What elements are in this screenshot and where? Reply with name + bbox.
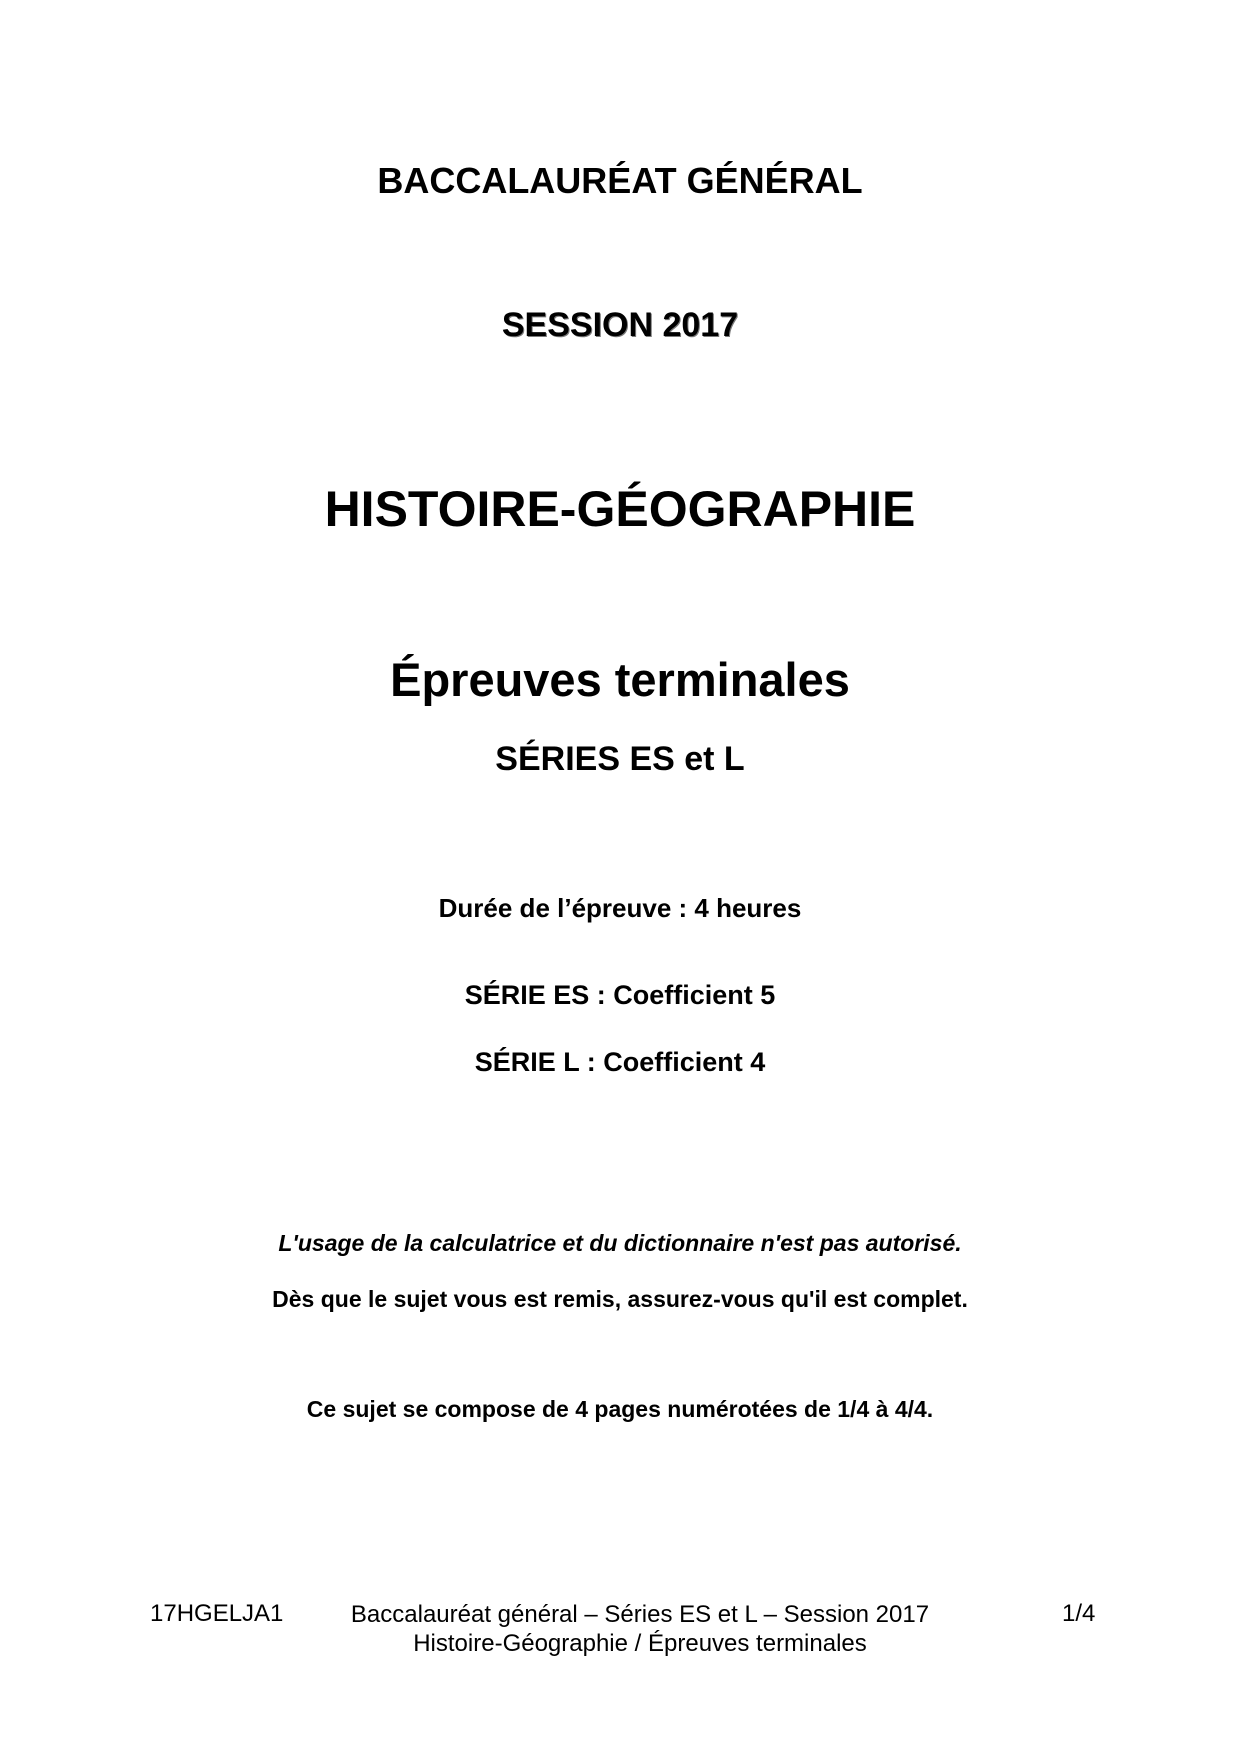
session-title: SESSION 2017 [501, 306, 739, 344]
exam-type-title: BACCALAURÉAT GÉNÉRAL [377, 160, 863, 201]
subject-title: HISTOIRE-GÉOGRAPHIE [324, 481, 916, 537]
calculator-notice: L'usage de la calculatrice et du dictionnaire n'est pas autorisé. [278, 1230, 962, 1256]
series-title: SÉRIES ES et L [495, 740, 745, 778]
footer-exam-code: 17HGELJA1 [150, 1600, 284, 1627]
coefficient-l-text: SÉRIE L : Coefficient 4 [474, 1047, 766, 1077]
pages-notice: Ce sujet se compose de 4 pages numérotées de 1/4 à 4/4. [306, 1396, 934, 1422]
footer-line-2: Histoire-Géographie / Épreuves terminales [413, 1630, 867, 1657]
footer-center [300, 1600, 980, 1658]
footer-line-1: Baccalauréat général – Séries ES et L – Session 2017 [350, 1601, 930, 1628]
test-name-title: Épreuves terminales [390, 653, 850, 706]
footer-page-number: 1/4 [1062, 1600, 1096, 1627]
completeness-notice: Dès que le sujet vous est remis, assurez-vous qu'il est complet. [272, 1286, 968, 1312]
duration-text: Durée de l’épreuve : 4 heures [438, 893, 802, 923]
coefficient-es-text: SÉRIE ES : Coefficient 5 [464, 980, 776, 1010]
